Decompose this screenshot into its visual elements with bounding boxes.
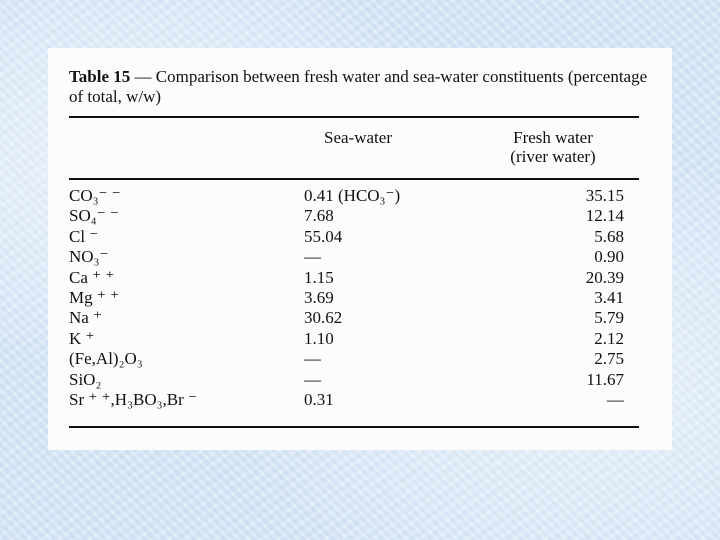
sea-water-value: — (304, 247, 321, 267)
table-row (69, 288, 639, 308)
fresh-water-value: 3.41 (594, 287, 624, 307)
table-row (69, 227, 639, 247)
table-row (69, 186, 639, 206)
header-rule (69, 178, 639, 180)
constituent-name: Sr ⁺ ⁺,H₃BO₃,Br ⁻ (69, 389, 198, 409)
sea-water-value: 0.41 (HCO₃⁻) (304, 186, 401, 205)
sea-water-value: 1.10 (304, 328, 334, 348)
column-header-fresh-water-line1: Fresh water (513, 128, 593, 147)
table-row (69, 308, 639, 328)
table-title: — Comparison between fresh water and sea-water constituents (percentage of total, w/w) (69, 67, 648, 106)
table-label: Table 15 (69, 67, 131, 86)
sea-water-value: 7.68 (304, 206, 334, 226)
table-row (69, 390, 639, 410)
constituent-name: Mg ⁺ ⁺ (69, 287, 120, 307)
constituent-name: (Fe,Al)₂O₃ (69, 349, 143, 369)
table-row (69, 370, 639, 390)
fresh-water-value: 5.68 (594, 226, 624, 246)
sea-water-value: — (304, 349, 321, 369)
table-page (48, 48, 672, 450)
constituent-name: Cl ⁻ (69, 226, 99, 246)
constituent-name: Ca ⁺ ⁺ (69, 267, 115, 287)
constituent-name: Na ⁺ (69, 308, 103, 328)
column-header-sea-water (288, 128, 428, 147)
table-body (69, 186, 639, 410)
bottom-rule (69, 426, 639, 428)
sea-water-value: 30.62 (304, 308, 343, 328)
column-header-fresh-water-line2: (river water) (510, 147, 596, 166)
constituent-name: NO₃⁻ (69, 247, 109, 267)
fresh-water-value: 11.67 (586, 369, 624, 389)
sea-water-value: 3.69 (304, 287, 334, 307)
column-header-sea-water-label: Sea-water (324, 128, 392, 147)
table-row (69, 329, 639, 349)
fresh-water-value: 0.90 (594, 247, 624, 267)
column-header-fresh-water (478, 128, 628, 166)
sea-water-value: — (304, 369, 321, 389)
sea-water-value: 1.15 (304, 267, 334, 287)
fresh-water-value: 5.79 (594, 308, 624, 328)
fresh-water-value: 12.14 (585, 206, 624, 226)
constituent-name: SO₄⁻ ⁻ (69, 206, 119, 226)
fresh-water-value: 2.12 (594, 328, 624, 348)
sea-water-value: 0.31 (304, 389, 334, 409)
table-row (69, 206, 639, 226)
table-row (69, 247, 639, 267)
constituent-name: K ⁺ (69, 328, 95, 348)
constituent-name: CO₃⁻ ⁻ (69, 186, 121, 205)
table-row (69, 349, 639, 369)
fresh-water-value: 20.39 (585, 267, 624, 287)
top-rule (69, 116, 639, 118)
fresh-water-value: 2.75 (594, 349, 624, 369)
table-row (69, 268, 639, 288)
constituent-name: SiO₂ (69, 369, 102, 389)
fresh-water-value: 35.15 (585, 186, 624, 205)
fresh-water-value: — (607, 389, 624, 409)
table-caption (69, 67, 649, 107)
sea-water-value: 55.04 (304, 226, 343, 246)
